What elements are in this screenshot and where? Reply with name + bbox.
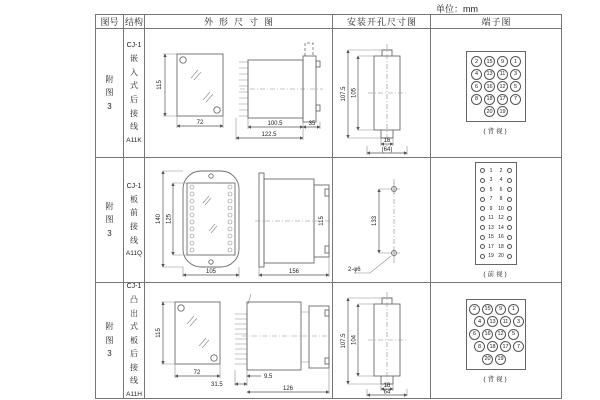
terminal-pin: 15 [482,304,493,315]
dim-122-5: 122.5 [260,132,277,138]
terminal-pin: 12 [495,329,506,340]
dim-72: 72 [193,370,200,376]
terminal-row [474,316,524,327]
terminal-row [480,243,512,251]
terminal-block-front-a11q [475,162,517,266]
terminal-pin: 16 [484,81,495,92]
row2-structure-cell [124,158,145,283]
terminal-number: 9 [489,205,493,212]
row1-fig-no: 附图3 [105,74,114,111]
row1-terminal-caption: (背视) [483,128,509,135]
terminal-row [480,205,512,213]
row1-install-cell [333,29,431,158]
terminal-hole [480,235,485,240]
header-fig-no: 图号 [96,15,124,29]
terminal-pin: 3 [513,316,524,327]
dim-100-5: 100.5 [266,121,283,127]
terminal-hole [507,168,512,173]
terminal-hole [480,168,485,173]
dim-104: 104 [351,334,357,346]
header-outline-dims: 外形尺寸图 [145,15,333,29]
terminal-number: 5 [489,186,493,193]
terminal-block-rear-a11k [466,51,526,122]
row2-model-series: CJ-1 [126,182,142,190]
terminal-hole [507,235,512,240]
row3-model-series: CJ-1 [126,283,142,290]
terminal-hole [507,244,512,249]
terminal-pin: 6 [471,81,482,92]
row3-structure-text: 凸出式板后接线 [130,294,138,386]
terminal-number: 12 [498,215,504,222]
terminal-pin: 1 [508,304,519,315]
row1-terminal-cell [431,29,562,158]
terminal-pin: 6 [469,329,480,340]
terminal-number: 13 [488,224,494,231]
hole-note-2-phi6: 2-φ6 [347,267,361,273]
dim-64: 64 [383,389,390,396]
dim-140: 140 [155,213,162,225]
terminal-pin: 17 [500,341,511,352]
unit-label: 单位：mm [436,4,478,14]
terminal-hole [507,225,512,230]
outline-drawing-a11q [147,159,331,281]
dim-64: (64) [381,147,392,153]
terminal-pin: 20 [482,354,493,365]
terminal-pin: 7 [513,341,524,352]
terminal-pin: 11 [497,69,508,80]
terminal-pin: 13 [487,316,498,327]
terminal-hole [480,225,485,230]
dim-107-5: 107.5 [340,86,347,102]
header-terminal-diagram: 端子图 [431,15,562,29]
outline-drawing-a11h [147,284,331,397]
header-install-dims: 安装开孔尺寸图 [333,15,431,29]
terminal-number: 20 [498,253,504,260]
row2-terminal-cell [431,158,562,283]
row3-fig-no-cell [96,283,124,399]
terminal-number: 3 [489,177,493,184]
terminal-row [471,69,521,80]
terminal-pin: 15 [484,56,495,67]
row1-model-code: A11K [126,136,142,144]
row2-fig-no: 附图3 [105,201,114,238]
terminal-pin: 3 [510,69,521,80]
terminal-row [480,224,512,232]
terminal-hole [480,206,485,211]
terminal-number: 14 [498,224,504,231]
terminal-row [471,106,521,117]
dim-107-5: 107.5 [340,333,347,349]
terminal-pin: 1 [510,56,521,67]
terminal-row [471,56,521,67]
terminal-row [480,176,512,184]
terminal-number: 17 [488,243,494,250]
terminal-pin: 4 [474,316,485,327]
terminal-row [469,304,519,315]
row2-structure-text: 板前接线 [130,194,138,245]
row2-model-code: A11Q [125,250,143,258]
terminal-hole [480,178,485,183]
terminal-pin: 18 [484,94,495,105]
row3-terminal-cell [431,283,562,399]
terminal-pin: 19 [495,354,506,365]
terminal-block-rear-a11h [466,299,526,370]
dim-31-5: 31.5 [210,382,223,388]
row1-fig-no-cell [96,29,124,158]
install-drawing-a11k [334,30,430,156]
terminal-number: 7 [489,196,493,203]
terminal-hole [480,216,485,221]
row2-install-cell [333,158,431,283]
dim-125: 125 [166,213,172,225]
terminal-hole [507,178,512,183]
row1-structure-cell [124,29,145,158]
dim-16: 16 [383,383,390,389]
terminal-pin: 13 [484,69,495,80]
terminal-pin: 8 [471,94,482,105]
row3-fig-no: 附图3 [105,322,114,359]
dim-16: 16 [383,138,390,144]
terminal-number: 10 [498,205,504,212]
terminal-hole [480,187,485,192]
terminal-row [480,214,512,222]
dim-35: 35 [308,121,315,127]
terminal-hole [507,216,512,221]
row3-terminal-caption: (背视) [483,375,509,383]
terminal-pin: 9 [495,304,506,315]
terminal-pin: 17 [497,94,508,105]
row1-model-series: CJ-1 [126,42,142,50]
terminal-number: 2 [499,167,503,174]
terminal-pin: 20 [484,106,495,117]
terminal-pin: 2 [471,56,482,67]
terminal-pin: 5 [510,81,521,92]
header-structure: 结构 [124,17,143,27]
terminal-pin: 11 [500,316,511,327]
dim-105: 105 [205,269,216,275]
terminal-hole [507,197,512,202]
row3-structure-cell [124,283,145,399]
row3-outline-cell [145,283,333,399]
terminal-number: 6 [499,186,503,193]
terminal-pin: 8 [474,341,485,352]
terminal-pin: 19 [497,106,508,117]
terminal-row [480,233,512,241]
terminal-pin: 4 [471,69,482,80]
terminal-number: 16 [498,234,504,241]
dim-115: 115 [318,216,325,226]
terminal-pin: 16 [482,329,493,340]
terminal-number: 18 [498,243,504,250]
dim-115: 115 [156,80,163,90]
row1-outline-cell [145,29,333,158]
dim-72: 72 [196,120,203,126]
terminal-number: 19 [488,253,494,260]
terminal-row [469,354,519,365]
row2-outline-cell [145,158,333,283]
terminal-hole [480,244,485,249]
row3-model-code: A11H [126,391,142,399]
terminal-row [474,341,524,352]
terminal-row [480,167,512,175]
terminal-row [471,94,521,105]
dim-9-5: 9.5 [263,374,272,380]
terminal-pin: 5 [508,329,519,340]
terminal-pin: 18 [487,341,498,352]
terminal-pin: 2 [469,304,480,315]
terminal-hole [507,206,512,211]
dimension-table [95,14,562,399]
outline-drawing-a11k [147,30,331,156]
terminal-pin: 12 [497,81,508,92]
row3-install-cell [333,283,431,399]
dim-115: 115 [155,328,162,338]
terminal-number: 15 [488,234,494,241]
install-drawing-a11h [334,284,430,397]
terminal-pin: 9 [497,56,508,67]
row2-fig-no-cell [96,158,124,283]
terminal-number: 8 [499,196,503,203]
terminal-number: 11 [488,215,494,222]
terminal-row [469,329,519,340]
row1-structure-text: 嵌入式后接线 [130,54,138,132]
terminal-number: 1 [489,167,493,174]
dim-156: 156 [288,269,299,275]
terminal-hole [480,197,485,202]
terminal-pin: 7 [510,94,521,105]
terminal-row [480,195,512,203]
terminal-hole [507,254,512,259]
terminal-hole [480,254,485,259]
install-drawing-a11q [334,159,430,281]
terminal-hole [507,187,512,192]
dim-133: 133 [371,215,378,227]
row2-terminal-caption: (前视) [483,271,509,279]
terminal-row [480,252,512,260]
terminal-row [471,81,521,92]
dim-126: 126 [282,386,293,392]
dim-105: 105 [351,87,357,99]
terminal-number: 4 [499,177,503,184]
terminal-row [480,186,512,194]
